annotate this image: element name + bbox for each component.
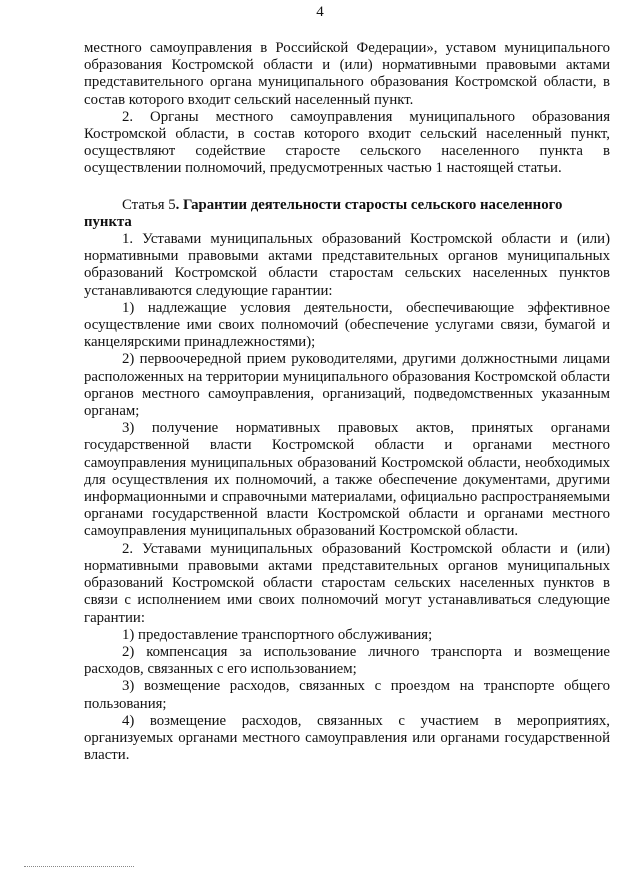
paragraph-continued: местного самоуправления в Российской Федерации», уставом муниципального образования Костромской области и (или) нормативными правовыми актами представительного органа муниципального образования Костромской области, в состав которого входит сельский населенный пункт. [84, 40, 610, 108]
list-item-1-2: 2) первоочередной прием руководителями, другими должностными лицами расположенных на территории муниципального образования Костромской области органов местного самоуправления, организаций, подведомственных указанным органам; [84, 351, 610, 420]
list-item-2-2: 2) компенсация за использование личного транспорта и возмещение расходов, связанных с его использованием; [84, 643, 610, 678]
scan-artifact-line [24, 866, 134, 868]
list-item-2-4: 4) возмещение расходов, связанных с участием в мероприятиях, организуемых органами местного самоуправления или органами государственной власти. [84, 712, 610, 764]
paragraph-2: 2. Органы местного самоуправления муниципального образования Костромской области, в состав которого входит сельский населенный пункт, осуществляют содействие старосте сельского населенного пункта в осуществлении полномочий, предусмотренных частью 1 настоящей статьи. [84, 108, 610, 177]
article-title: . Гарантии деятельности старосты сельского населенного пункта [84, 196, 563, 230]
page-number: 4 [316, 4, 324, 20]
article-label: Статья 5 [122, 196, 176, 213]
article-heading [84, 197, 610, 231]
list-item-1-1: 1) надлежащие условия деятельности, обеспечивающие эффективное осуществление ими своих полномочий (обеспечение услугами связи, бумагой и канцелярскими принадлежностями); [84, 299, 610, 351]
article-paragraph-2: 2. Уставами муниципальных образований Костромской области и (или) нормативными правовыми актами представительных органов муниципальных образований Костромской области старостам сельских населенных пунктов в связи с исполнением ими своих полномочий могут устанавливаться следующие гарантии: [84, 540, 610, 626]
article-paragraph-1: 1. Уставами муниципальных образований Костромской области и (или) нормативными правовыми актами представительных органов муниципальных образований Костромской области старостам сельских населенных пунктов устанавливаются следующие гарантии: [84, 231, 610, 299]
list-item-2-1: 1) предоставление транспортного обслуживания; [122, 626, 433, 643]
document-body [84, 40, 610, 764]
list-item-2-3: 3) возмещение расходов, связанных с проездом на транспорте общего пользования; [84, 678, 610, 712]
list-item-1-3: 3) получение нормативных правовых актов, принятых органами государственной власти Костромской области и органами местного самоуправления муниципальных образований Костромской области, необходимых для осуществления их полномочий, а также обеспечение документами, другими информационными и справочными материалами, официально распространяемыми органами государственной власти Костромской области и органами местного самоуправления муниципальных образований Костромской области. [84, 420, 610, 540]
